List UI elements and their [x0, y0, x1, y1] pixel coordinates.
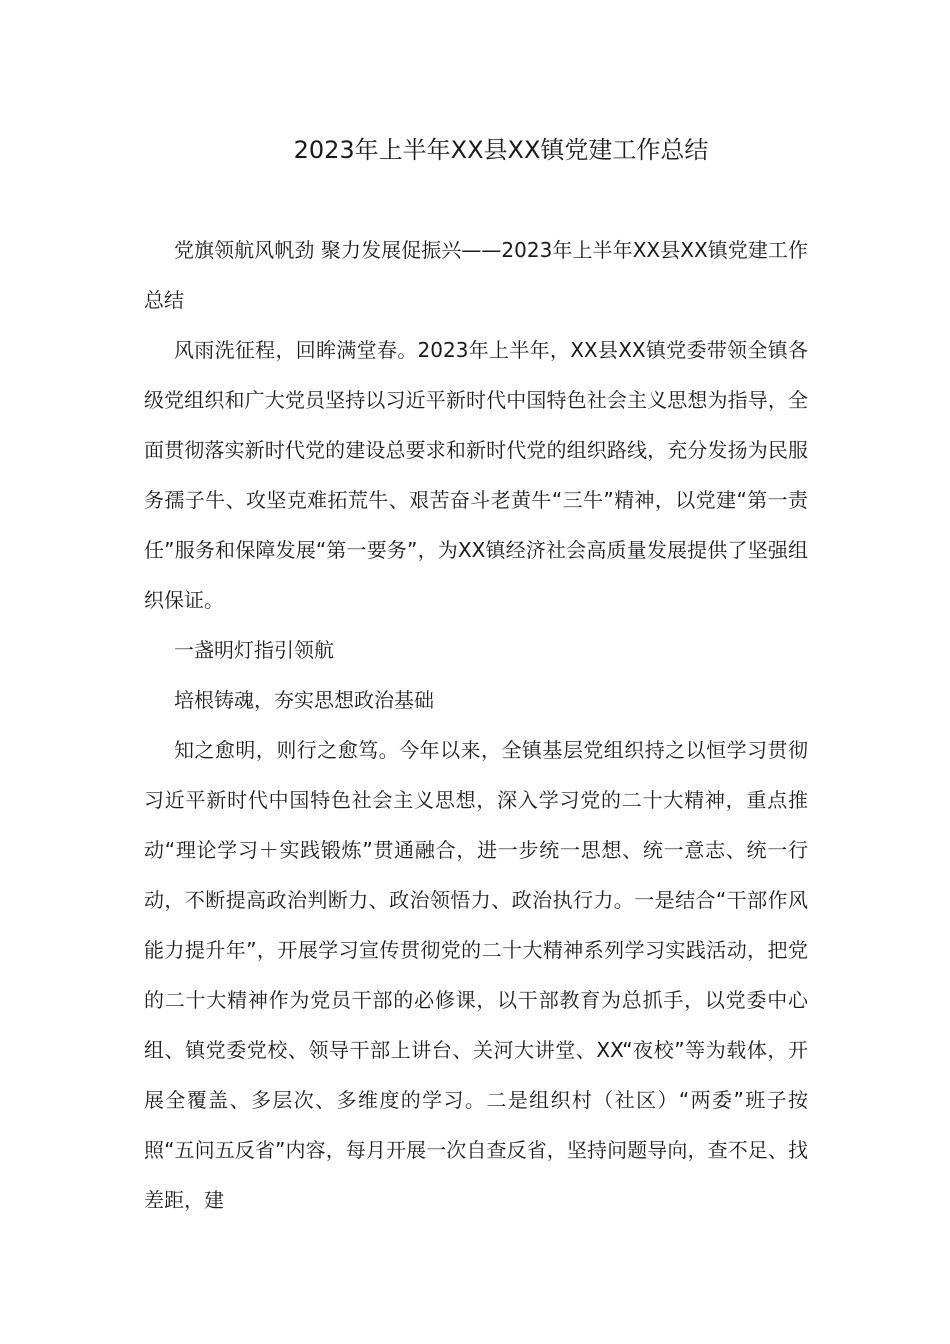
- document-title: 2023年上半年XX县XX镇党建工作总结: [293, 136, 709, 164]
- paragraph-intro: 风雨洗征程，回眸满堂春。2023年上半年，XX县XX镇党委带领全镇各级党组织和广大党员坚持以习近平新时代中国特色社会主义思想为指导，全面贯彻落实新时代党的建设总要求和新时代党的组织路线，充分发扬为民服务孺子牛、攻坚克难拓荒牛、艰苦奋斗老黄牛“三牛”精神，以党建“第一责任”服务和保障发展“第一要务”，为XX镇经济社会高质量发展提供了坚强组织保证。: [144, 338, 808, 612]
- paragraph-body: 知之愈明，则行之愈笃。今年以来，全镇基层党组织持之以恒学习贯彻习近平新时代中国特色社会主义思想，深入学习党的二十大精神，重点推动“理论学习＋实践锻炼”贯通融合，进一步统一思想、统一意志、统一行动，不断提高政治判断力、政治领悟力、政治执行力。一是结合“干部作风能力提升年”，开展学习宣传贯彻党的二十大精神系列学习实践活动，把党的二十大精神作为党员干部的必修课，以干部教育为总抓手，以党委中心组、镇党委党校、领导干部上讲台、关河大讲堂、XX“夜校”等为载体，开展全覆盖、多层次、多维度的学习。二是组织村（社区）“两委”班子按照“五问五反省”内容，每月开展一次自查反省，坚持问题导向，查不足、找差距，建: [144, 738, 808, 1212]
- paragraph-subtitle: 党旗领航风帆劲 聚力发展促振兴——2023年上半年XX县XX镇党建工作总结: [144, 238, 808, 312]
- document-body: [144, 225, 808, 1225]
- section-heading: 一盏明灯指引领航: [174, 638, 334, 662]
- subsection-heading: 培根铸魂，夯实思想政治基础: [174, 688, 434, 712]
